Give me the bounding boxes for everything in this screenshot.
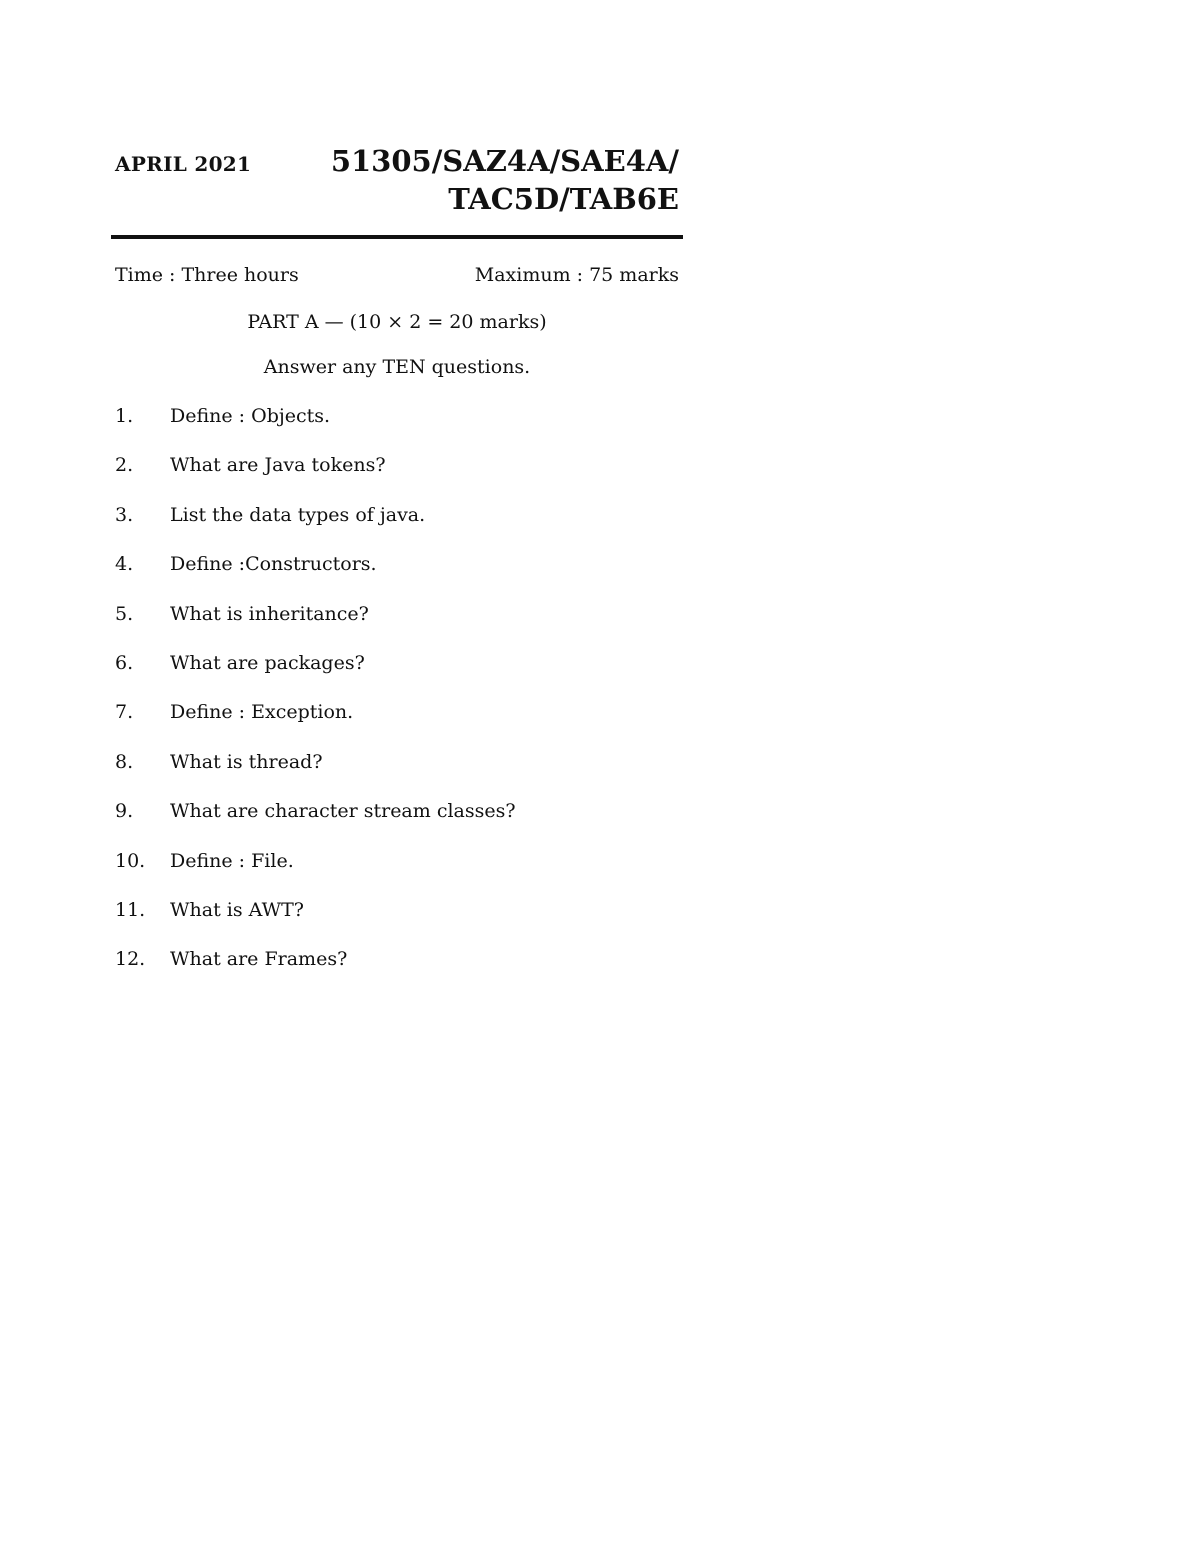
question-number: 10.: [115, 849, 146, 872]
question-item: [115, 751, 516, 800]
question-text: What is inheritance?: [170, 602, 369, 625]
paper-code-line-1: 51305/SAZ4A/SAE4A/: [330, 144, 679, 178]
question-number: 4.: [115, 553, 134, 576]
question-number: 3.: [115, 503, 134, 526]
question-text: What are Frames?: [170, 948, 348, 971]
question-item: [115, 405, 516, 454]
question-number: 6.: [115, 651, 134, 674]
question-text: List the data types of java.: [170, 503, 426, 526]
paper-code: [331, 142, 679, 218]
question-text: What is thread?: [170, 750, 323, 773]
question-number: 2.: [115, 454, 134, 477]
question-item: [115, 553, 516, 602]
question-item: [115, 948, 516, 997]
part-a-title: PART A — (10 × 2 = 20 marks): [247, 311, 547, 333]
question-number: 5.: [115, 602, 134, 625]
question-item: [115, 899, 516, 948]
question-text: What are character stream classes?: [170, 800, 516, 823]
question-item: [115, 652, 516, 701]
maximum-marks: Maximum : 75 marks: [474, 264, 679, 286]
question-list: [115, 405, 516, 998]
exam-date: APRIL 2021: [115, 152, 252, 176]
question-text: Define : File.: [170, 849, 294, 872]
exam-duration: Time : Three hours: [115, 264, 299, 286]
question-item: [115, 454, 516, 503]
question-number: 8.: [115, 750, 134, 773]
question-text: Define : Objects.: [170, 405, 331, 427]
question-text: What are Java tokens?: [170, 454, 386, 477]
question-number: 1.: [115, 405, 134, 427]
paper-code-line-2: TAC5D/TAB6E: [448, 182, 679, 216]
question-text: What is AWT?: [170, 898, 304, 921]
question-item: [115, 504, 516, 553]
question-number: 11.: [115, 898, 146, 921]
question-item: [115, 850, 516, 899]
question-text: Define :Constructors.: [170, 553, 377, 576]
question-number: 9.: [115, 800, 134, 823]
question-item: [115, 701, 516, 750]
question-text: Define : Exception.: [170, 701, 354, 724]
question-item: [115, 603, 516, 652]
question-text: What are packages?: [170, 651, 365, 674]
question-number: 7.: [115, 701, 134, 724]
question-number: 12.: [115, 948, 146, 971]
part-a-instruction: Answer any TEN questions.: [263, 356, 531, 378]
header-divider: [111, 235, 683, 239]
question-item: [115, 800, 516, 849]
